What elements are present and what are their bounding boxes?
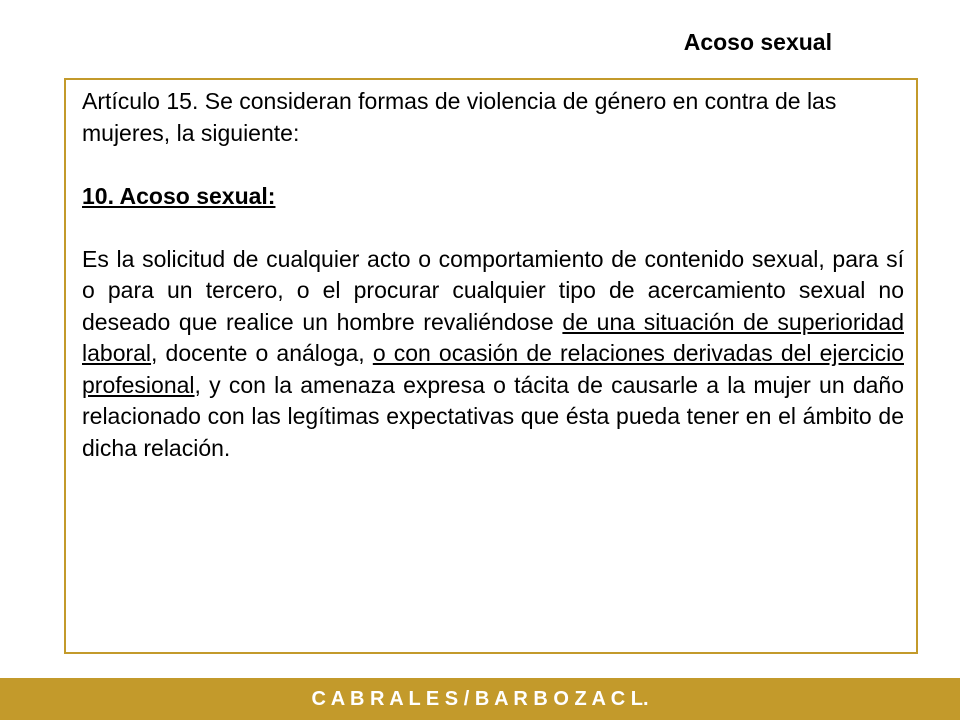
spacer — [82, 149, 904, 181]
article-intro: Artículo 15. Se consideran formas de violencia de género en contra de las mujeres, la siguiente: — [82, 88, 837, 146]
footer-text: C A B R A L E S / B A R B O Z A C L. — [311, 688, 649, 710]
content-text — [82, 86, 904, 464]
body-text-part-3: , y con la amenaza expresa o tácita de causarle a la mujer un daño relacionado con las legítimas expectativas que ésta pueda tener en el ámbito de dicha relación. — [82, 371, 904, 461]
body-text-part-2: , docente o análoga, — [151, 340, 373, 366]
slide-title: Acoso sexual — [683, 29, 832, 55]
underlined-phrase-laboral: de una situación de superioridad laboral — [82, 308, 904, 366]
spacer — [82, 212, 904, 244]
underlined-phrase-profesional: o con ocasión de relaciones derivadas del ejercicio profesional — [82, 340, 904, 398]
article-body — [82, 244, 904, 465]
content-box — [64, 78, 918, 654]
footer-bar — [0, 678, 960, 720]
section-heading: 10. Acoso sexual: — [82, 182, 276, 209]
body-text-part-1: Es la solicitud de cualquier acto o comportamiento de contenido sexual, para sí o para un tercero, o el procurar cualquier tipo de acercamiento sexual no deseado que realice un hombre revaliéndose — [82, 245, 904, 335]
